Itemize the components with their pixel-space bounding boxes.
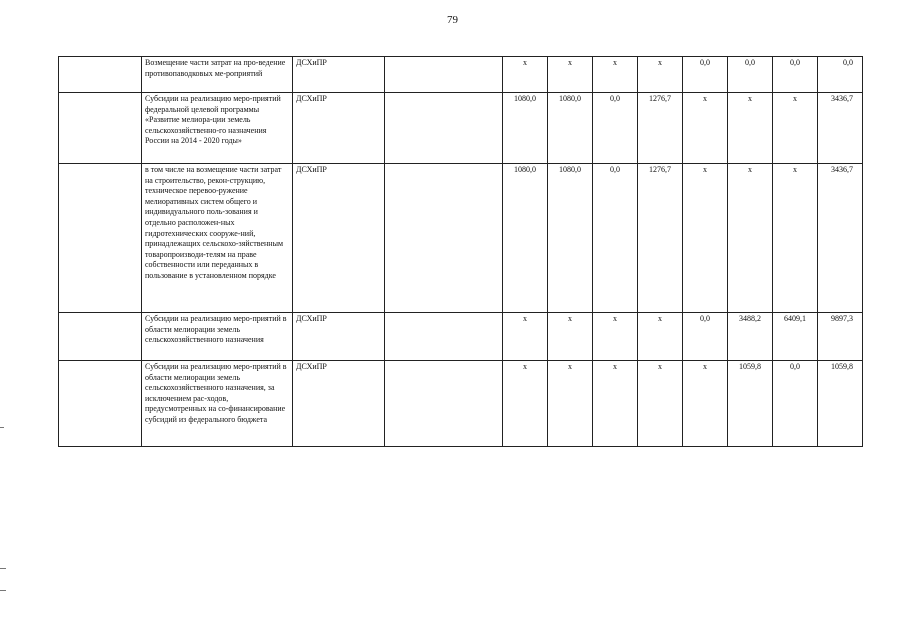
value-cell: х — [593, 57, 638, 93]
value-cell: 9897,3 — [818, 313, 863, 361]
value-cell: 6409,1 — [773, 313, 818, 361]
description-cell: Субсидии на реализацию меро-приятий федеральной целевой программы «Развитие мелиора-ции земель сельскохозяйственно-го назначения России на 2014 - 2020 годы» — [142, 93, 293, 164]
budget-table — [58, 56, 863, 447]
value-cell: 1059,8 — [818, 361, 863, 447]
value-cell: 0,0 — [728, 57, 773, 93]
value-cell: 0,0 — [683, 57, 728, 93]
value-cell: х — [728, 93, 773, 164]
value-cell: х — [593, 313, 638, 361]
description-cell: в том числе на возмещение части затрат на строительство, рекон-струкцию, техническое перевоо-ружение мелиоративных систем общего и индивидуального поль-зования и отдельно расположен-ных гидротехнических сооруже-ний, принадлежащих сельскохо-зяйственным товаропроизводи-телям на праве собственности или переданных в пользование в установленном порядке — [142, 164, 293, 313]
value-cell: х — [548, 57, 593, 93]
value-cell: 0,0 — [683, 313, 728, 361]
executor-cell: ДСХиПР — [293, 313, 385, 361]
value-cell: х — [503, 313, 548, 361]
table-row — [59, 93, 863, 164]
table-row — [59, 57, 863, 93]
value-cell: 1080,0 — [548, 164, 593, 313]
description-cell: Субсидии на реализацию меро-приятий в области мелиорации земель сельскохозяйственного назначения — [142, 313, 293, 361]
row-number-cell — [59, 361, 142, 447]
value-cell: х — [773, 93, 818, 164]
value-cell: 0,0 — [818, 57, 863, 93]
value-cell: х — [503, 57, 548, 93]
value-cell: 1059,8 — [728, 361, 773, 447]
value-cell: 0,0 — [593, 164, 638, 313]
executor-cell: ДСХиПР — [293, 93, 385, 164]
row-number-cell — [59, 164, 142, 313]
value-cell: 3436,7 — [818, 93, 863, 164]
value-cell: х — [728, 164, 773, 313]
value-cell: 0,0 — [773, 57, 818, 93]
value-cell: 1276,7 — [638, 93, 683, 164]
table-row — [59, 361, 863, 447]
executor-cell: ДСХиПР — [293, 164, 385, 313]
value-cell: х — [548, 313, 593, 361]
empty-cell — [385, 57, 503, 93]
executor-cell: ДСХиПР — [293, 361, 385, 447]
executor-cell: ДСХиПР — [293, 57, 385, 93]
page-number: 79 — [447, 14, 458, 26]
description-cell: Возмещение части затрат на про-ведение противопаводковых ме-роприятий — [142, 57, 293, 93]
value-cell: 1080,0 — [548, 93, 593, 164]
table-row — [59, 313, 863, 361]
value-cell: 3488,2 — [728, 313, 773, 361]
edge-mark — [0, 427, 4, 428]
value-cell: х — [638, 57, 683, 93]
value-cell: х — [638, 313, 683, 361]
row-number-cell — [59, 313, 142, 361]
value-cell: 0,0 — [593, 93, 638, 164]
value-cell: х — [773, 164, 818, 313]
value-cell: х — [503, 361, 548, 447]
table-row — [59, 164, 863, 313]
value-cell: 3436,7 — [818, 164, 863, 313]
value-cell: х — [683, 361, 728, 447]
value-cell: х — [548, 361, 593, 447]
empty-cell — [385, 93, 503, 164]
value-cell: 1080,0 — [503, 93, 548, 164]
table-body — [59, 57, 863, 447]
row-number-cell — [59, 57, 142, 93]
empty-cell — [385, 361, 503, 447]
empty-cell — [385, 164, 503, 313]
value-cell: 0,0 — [773, 361, 818, 447]
value-cell: х — [593, 361, 638, 447]
row-number-cell — [59, 93, 142, 164]
value-cell: 1276,7 — [638, 164, 683, 313]
value-cell: 1080,0 — [503, 164, 548, 313]
value-cell: х — [638, 361, 683, 447]
value-cell: х — [683, 93, 728, 164]
empty-cell — [385, 313, 503, 361]
edge-mark — [0, 590, 6, 591]
value-cell: х — [683, 164, 728, 313]
description-cell: Субсидии на реализацию меро-приятий в области мелиорации земель сельскохозяйственного назначения, за исключением рас-ходов, предусмотренных на со-финансирование субсидий из федерального бюджета — [142, 361, 293, 447]
edge-mark — [0, 568, 6, 569]
